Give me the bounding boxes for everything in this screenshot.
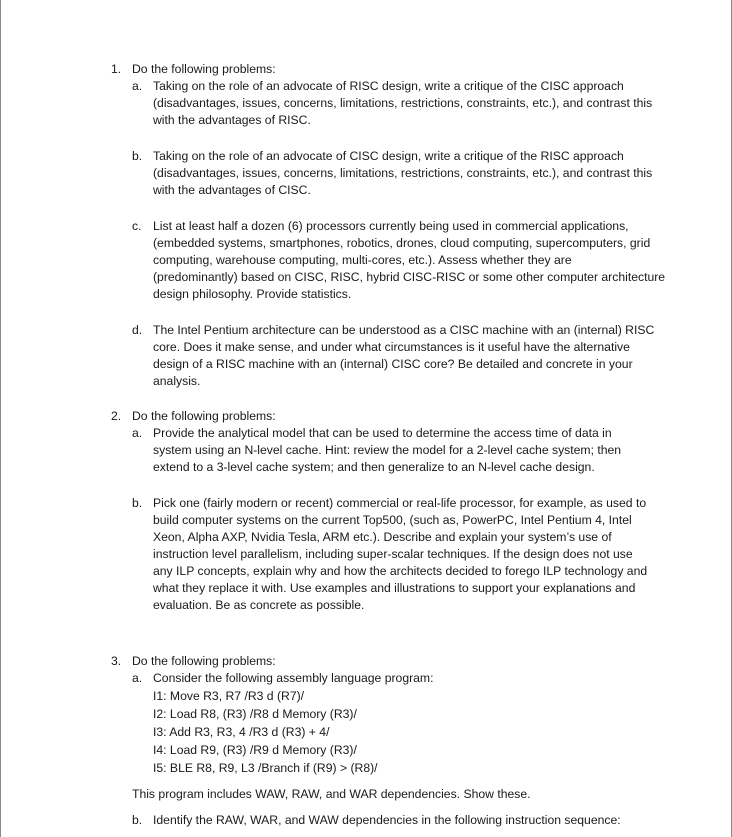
part-letter: b. bbox=[132, 149, 143, 163]
part-letter: d. bbox=[132, 323, 143, 337]
part-line: instruction level parallelism, including super-scalar techniques. If the design does not use bbox=[153, 547, 633, 561]
part-line: computing, warehouse computing, multi-cores, etc.). Assess whether they are bbox=[153, 253, 572, 267]
code-line: I4: Load R9, (R3) /R9 d Memory (R3)/ bbox=[153, 743, 357, 757]
code-line: I5: BLE R8, R9, L3 /Branch if (R9) > (R8)/ bbox=[153, 761, 378, 775]
part-line: (disadvantages, issues, concerns, limitations, restrictions, constraints, etc.), and contrast this bbox=[153, 166, 653, 180]
part-letter: a. bbox=[132, 671, 143, 685]
question-number: 1. bbox=[111, 62, 122, 76]
part-line: List at least half a dozen (6) processors currently being used in commercial applications, bbox=[153, 219, 629, 233]
question-intro: Do the following problems: bbox=[132, 409, 276, 423]
part-line: (embedded systems, smartphones, robotics, drones, cloud computing, supercomputers, grid bbox=[153, 236, 651, 250]
part-line: Provide the analytical model that can be used to determine the access time of data in bbox=[153, 426, 612, 440]
part-line: Taking on the role of an advocate of RISC design, write a critique of the CISC approach bbox=[153, 79, 624, 93]
part-letter: a. bbox=[132, 79, 143, 93]
code-line: I1: Move R3, R7 /R3 d (R7)/ bbox=[153, 689, 305, 703]
part-letter: b. bbox=[132, 496, 143, 510]
code-line: I3: Add R3, R3, 4 /R3 d (R3) + 4/ bbox=[153, 725, 330, 739]
part-line: with the advantages of RISC. bbox=[153, 113, 311, 127]
part-line: with the advantages of CISC. bbox=[153, 183, 311, 197]
part-line: Xeon, Alpha AXP, Nvidia Tesla, ARM etc.). Describe and explain your system’s use of bbox=[153, 530, 612, 544]
part-line: build computer systems on the current Top500, (such as, PowerPC, Intel Pentium 4, Intel bbox=[153, 513, 632, 527]
question-intro: Do the following problems: bbox=[132, 62, 276, 76]
part-line: design philosophy. Provide statistics. bbox=[153, 287, 352, 301]
page-left-border bbox=[0, 0, 1, 837]
part-line: core. Does it make sense, and under what circumstances is it useful have the alternative bbox=[153, 340, 630, 354]
part-line: system using an N-level cache. Hint: review the model for a 2-level cache system; then bbox=[153, 443, 622, 457]
question-number: 2. bbox=[111, 409, 122, 423]
part-letter: a. bbox=[132, 426, 143, 440]
part-letter: c. bbox=[132, 219, 142, 233]
part-line: extend to a 3-level cache system; and then generalize to an N-level cache design. bbox=[153, 460, 595, 474]
question-number: 3. bbox=[111, 654, 122, 668]
part-line: (disadvantages, issues, concerns, limitations, restrictions, constraints, etc.), and contrast this bbox=[153, 96, 653, 110]
part-line: design of a RISC machine with an (internal) CISC core? Be detailed and concrete in your bbox=[153, 357, 633, 371]
part-line: (predominantly) based on CISC, RISC, hybrid CISC-RISC or some other computer architecture bbox=[153, 270, 666, 284]
part-line: The Intel Pentium architecture can be understood as a CISC machine with an (internal) RISC bbox=[153, 323, 655, 337]
part-line: any ILP concepts, explain why and how the architects decided to forego ILP technology and bbox=[153, 564, 648, 578]
question-intro: Do the following problems: bbox=[132, 654, 276, 668]
part-line: Pick one (fairly modern or recent) commercial or real-life processor, for example, as used to bbox=[153, 496, 647, 510]
code-line: I2: Load R8, (R3) /R8 d Memory (R3)/ bbox=[153, 707, 357, 721]
part-line: evaluation. Be as concrete as possible. bbox=[153, 598, 365, 612]
part-line: Taking on the role of an advocate of CISC design, write a critique of the RISC approach bbox=[153, 149, 624, 163]
part-line: Identify the RAW, WAR, and WAW dependencies in the following instruction sequence: bbox=[153, 813, 621, 827]
part-line: analysis. bbox=[153, 374, 201, 388]
part-line: Consider the following assembly language program: bbox=[153, 671, 434, 685]
part-line: what they replace it with. Use examples and illustrations to support your explanations and bbox=[153, 581, 636, 595]
part-letter: b. bbox=[132, 813, 143, 827]
dependency-note: This program includes WAW, RAW, and WAR dependencies. Show these. bbox=[132, 787, 531, 801]
